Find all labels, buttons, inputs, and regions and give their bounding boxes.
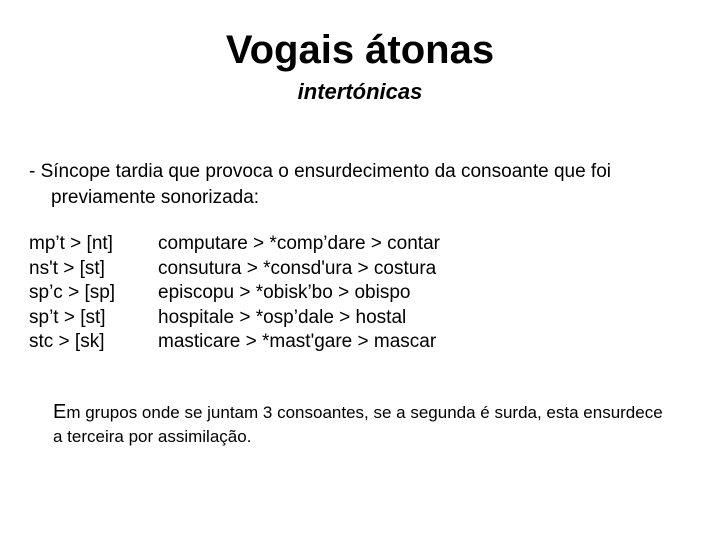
note-paragraph (53, 400, 713, 449)
rule-example: episcopu > *obisk’bo > obispo (158, 282, 411, 303)
rule-example: masticare > *mast'gare > mascar (158, 331, 437, 352)
rule-pattern: stc > [sk] (29, 331, 105, 352)
slide-subtitle: intertónicas (297, 79, 423, 104)
intro-paragraph (29, 159, 689, 211)
rule-pattern: ns't > [st] (29, 257, 105, 279)
intro-line-1: - Síncope tardia que provoca o ensurdecimento da consoante que foi (29, 161, 611, 182)
note-initial: E (53, 401, 67, 423)
example-column (158, 232, 440, 355)
rule-pattern: sp’t > [st] (29, 306, 106, 328)
rule-pattern: mp’t > [nt] (29, 233, 113, 254)
rule-example: consutura > *consd'ura > costura (158, 257, 437, 279)
rule-example: hospitale > *osp’dale > hostal (158, 306, 407, 328)
note-line-2: a terceira por assimilação. (53, 427, 252, 446)
rule-pattern: sp’c > [sp] (29, 282, 116, 303)
rule-example: computare > *comp’dare > contar (158, 233, 440, 254)
pattern-column (29, 232, 115, 355)
intro-line-2: previamente sonorizada: (51, 187, 260, 208)
note-line-1: m grupos onde se juntam 3 consoantes, se a segunda é surda, esta ensurdece (66, 403, 663, 422)
slide-title: Vogais átonas (225, 28, 495, 72)
